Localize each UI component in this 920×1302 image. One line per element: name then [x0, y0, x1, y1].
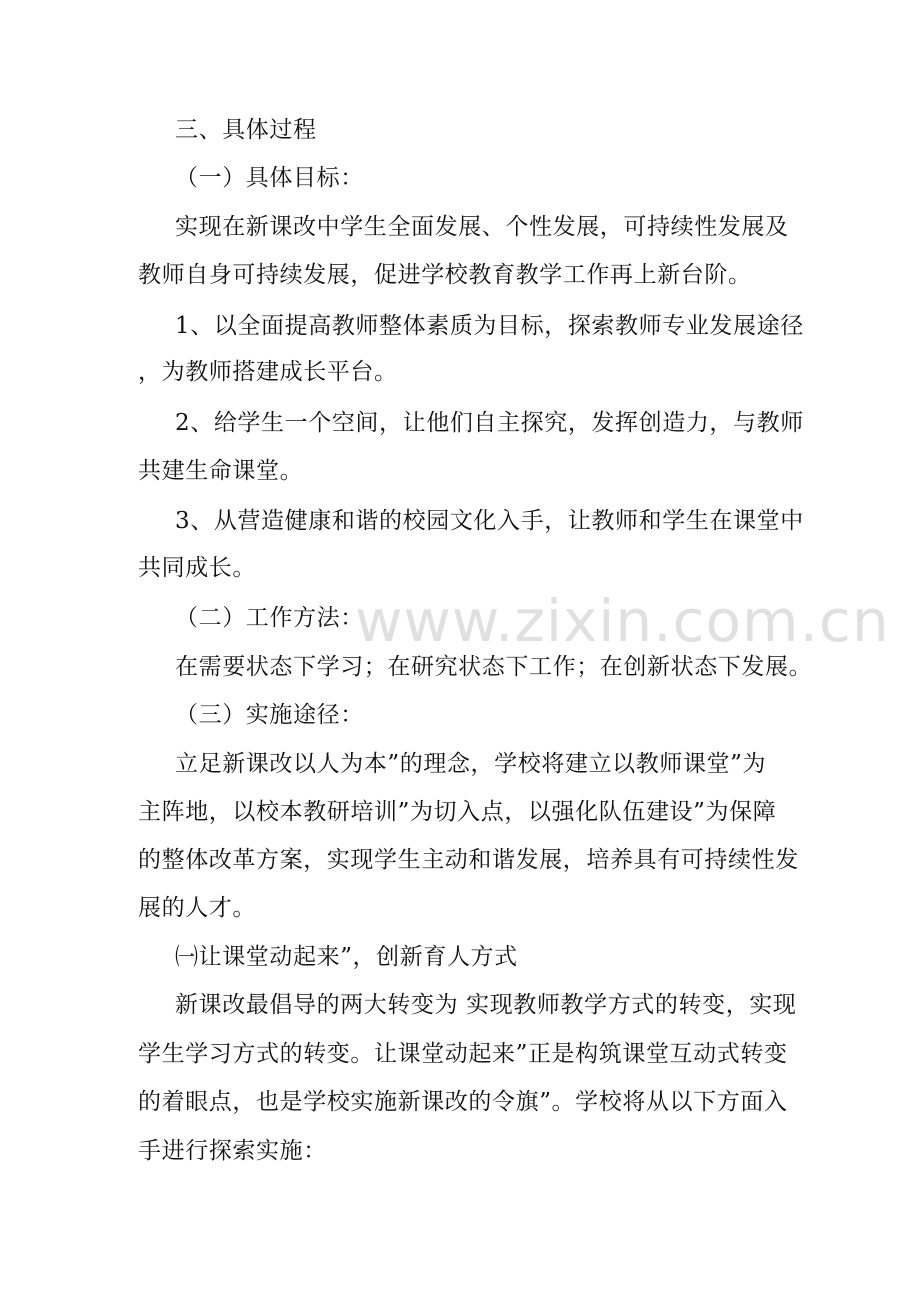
paragraph-line: 在需要状态下学习；在研究状态下工作；在创新状态下发展。: [175, 654, 813, 680]
paragraph-line: 主阵地，以校本教研培训”为切入点，以强化队伍建设”为保障: [138, 799, 777, 825]
paragraph-line: 教师自身可持续发展，促进学校教育教学工作再上新台阶。: [138, 262, 752, 288]
paragraph-line: 展的人才。: [138, 895, 256, 921]
watermark: www.zixin.com.cn: [355, 587, 890, 655]
paragraph-line: 实现在新课改中学生全面发展、个性发展，可持续性发展及: [175, 214, 789, 240]
paragraph-line: 立足新课改以人为本”的理念，学校将建立以教师课堂”为: [175, 751, 767, 777]
list-item-3-line: 3、从营造健康和谐的校园文化入手，让教师和学生在课堂中: [175, 508, 804, 534]
list-item-1-line: ，为教师搭建成长平台。: [138, 359, 398, 385]
paragraph-line: 新课改最倡导的两大转变为 实现教师教学方式的转变，实现: [175, 992, 797, 1018]
point-heading: ㈠让课堂动起来”，创新育人方式: [175, 944, 518, 970]
subheading-approach: （三）实施途径：: [175, 702, 364, 728]
paragraph-line: 手进行探索实施：: [138, 1138, 327, 1164]
subheading-goals: （一）具体目标：: [175, 165, 364, 191]
list-item-2-line: 共建生命课堂。: [138, 458, 304, 484]
subheading-methods: （二）工作方法：: [175, 605, 364, 631]
paragraph-line: 的整体改革方案，实现学生主动和谐发展，培养具有可持续性发: [138, 847, 799, 873]
section-heading: 三、具体过程: [175, 117, 317, 143]
list-item-2-line: 2、给学生一个空间，让他们自主探究，发挥创造力，与教师: [175, 410, 804, 436]
list-item-3-line: 共同成长。: [138, 555, 256, 581]
paragraph-line: 学生学习方式的转变。让课堂动起来”正是构筑课堂互动式转变: [138, 1041, 788, 1067]
paragraph-line: 的着眼点，也是学校实施新课改的令旗”。学校将从以下方面入: [138, 1089, 788, 1115]
list-item-1-line: 1、以全面提高教师整体素质为目标，探索教师专业发展途径: [175, 313, 804, 339]
